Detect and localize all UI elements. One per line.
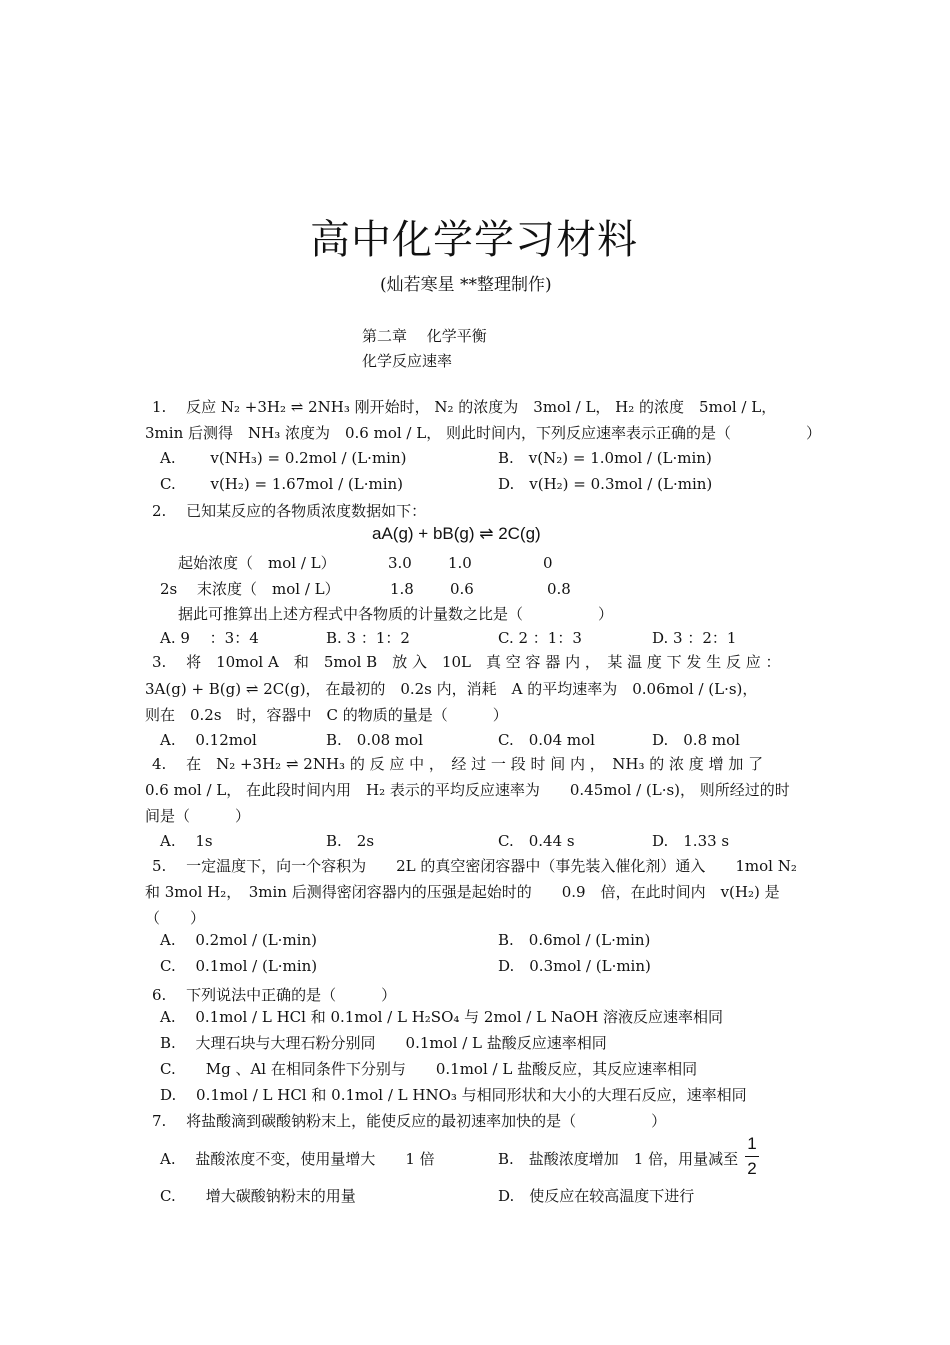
q3-option-a: A. 0.12mol	[160, 731, 257, 749]
q1-line2: 3min 后测得 NH₃ 浓度为 0.6 mol / L， 则此时间内，下列反应速率表示正确的是（ ）	[145, 424, 821, 442]
q6-option-c: C. Mg 、Al 在相同条件下分别与 0.1mol / L 盐酸反应，其反应速率相同	[160, 1060, 698, 1078]
q5-option-c: C. 0.1mol / (L·min)	[160, 957, 318, 975]
fraction-bar	[745, 1156, 759, 1157]
q4-option-c: C. 0.44 s	[498, 832, 575, 850]
fraction-denominator: 2	[747, 1159, 757, 1178]
q2-option-d: D. 3 ：2：1	[652, 629, 737, 647]
q2-equation: aA(g) + bB(g) ⇌ 2C(g)	[372, 524, 541, 543]
q2-row2-label: 2s 末浓度（ mol / L）	[160, 580, 340, 598]
q5-line2: 和 3mol H₂， 3min 后测得密闭容器内的压强是起始时的 0.9 倍，在此时间内 v(H₂) 是	[145, 883, 780, 901]
q7-option-b: B. 盐酸浓度增加 1 倍，用量减至	[498, 1150, 739, 1168]
q7-option-c: C. 增大碳酸钠粉末的用量	[160, 1187, 356, 1205]
q7-option-b-fraction	[745, 1134, 759, 1179]
q1-option-a: A. v(NH₃) = 0.2mol / (L·min)	[160, 449, 407, 467]
q3-option-d: D. 0.8 mol	[652, 731, 740, 749]
q4-option-b: B. 2s	[326, 832, 375, 850]
q3-line1: 3. 将 10mol A 和 5mol B 放 入 10L 真 空 容 器 内 ， 某 温 度 下 发 生 反 应 ：	[152, 653, 781, 671]
q6-option-b: B. 大理石块与大理石粉分别同 0.1mol / L 盐酸反应速率相同	[160, 1034, 607, 1052]
q5-option-d: D. 0.3mol / (L·min)	[498, 957, 651, 975]
q6-stem: 6. 下列说法中正确的是（ ）	[152, 986, 397, 1004]
q2-row2-value-b: 0.6	[450, 580, 474, 598]
q3-line2: 3A(g) + B(g) ⇌ 2C(g)， 在最初的 0.2s 内，消耗 A 的平均速率为 0.06mol / (L·s)，	[145, 680, 758, 698]
q3-line3: 则在 0.2s 时，容器中 C 的物质的量是（ ）	[145, 706, 508, 724]
chapter-heading: 第二章 化学平衡	[362, 327, 487, 345]
q7-stem: 7. 将盐酸滴到碳酸钠粉末上，能使反应的最初速率加快的是（ ）	[152, 1112, 667, 1130]
q2-ask: 据此可推算出上述方程式中各物质的计量数之比是（ ）	[178, 605, 614, 623]
q7-option-d: D. 使反应在较高温度下进行	[498, 1187, 695, 1205]
q4-option-d: D. 1.33 s	[652, 832, 730, 850]
q2-option-a: A. 9 ：3：4	[160, 629, 259, 647]
q4-line3: 间是（ ）	[145, 807, 251, 825]
q5-option-b: B. 0.6mol / (L·min)	[498, 931, 651, 949]
q1-line1: 1. 反应 N₂ +3H₂ ⇌ 2NH₃ 刚开始时， N₂ 的浓度为 3mol / L， H₂ 的浓度 5mol / L，	[152, 398, 777, 416]
q2-row2-value-c: 0.8	[547, 580, 571, 598]
q3-option-b: B. 0.08 mol	[326, 731, 424, 749]
q4-line2: 0.6 mol / L， 在此段时间内用 H₂ 表示的平均反应速率为 0.45mol / (L·s)， 则所经过的时	[145, 781, 790, 799]
q2-row1-value-a: 3.0	[388, 554, 412, 572]
q1-option-c: C. v(H₂) = 1.67mol / (L·min)	[160, 475, 404, 493]
section-heading: 化学反应速率	[362, 352, 453, 370]
q3-option-c: C. 0.04 mol	[498, 731, 595, 749]
fraction-numerator: 1	[747, 1134, 757, 1153]
q1-option-d: D. v(H₂) = 0.3mol / (L·min)	[498, 475, 713, 493]
q2-row2-value-a: 1.8	[390, 580, 414, 598]
q5-option-a: A. 0.2mol / (L·min)	[160, 931, 317, 949]
q2-option-b: B. 3 ：1：2	[326, 629, 410, 647]
q4-line1: 4. 在 N₂ +3H₂ ⇌ 2NH₃ 的 反 应 中 ， 经 过 一 段 时 间 内 ， NH₃ 的 浓 度 增 加 了	[152, 755, 764, 773]
q6-option-d: D. 0.1mol / L HCl 和 0.1mol / L HNO₃ 与相同形状和大小的大理石反应，速率相同	[160, 1086, 747, 1104]
q2-row1-value-c: 0	[543, 554, 553, 572]
q1-option-b: B. v(N₂) = 1.0mol / (L·min)	[498, 449, 712, 467]
page-subtitle: (灿若寒星 **整理制作)	[380, 275, 552, 295]
q6-option-a: A. 0.1mol / L HCl 和 0.1mol / L H₂SO₄ 与 2mol / L NaOH 溶液反应速率相同	[160, 1008, 724, 1026]
page-title: 高中化学学习材料	[310, 217, 638, 263]
q2-row1-value-b: 1.0	[448, 554, 472, 572]
q5-line1: 5. 一定温度下，向一个容积为 2L 的真空密闭容器中（事先装入催化剂）通入 1mol N₂	[152, 857, 797, 875]
q2-row1-label: 起始浓度（ mol / L）	[178, 554, 336, 572]
q2-option-c: C. 2 ：1：3	[498, 629, 582, 647]
q2-stem: 2. 已知某反应的各物质浓度数据如下：	[152, 502, 427, 520]
q4-option-a: A. 1s	[160, 832, 213, 850]
q5-line3: （ ）	[145, 909, 206, 927]
q7-option-a: A. 盐酸浓度不变，使用量增大 1 倍	[160, 1150, 435, 1168]
